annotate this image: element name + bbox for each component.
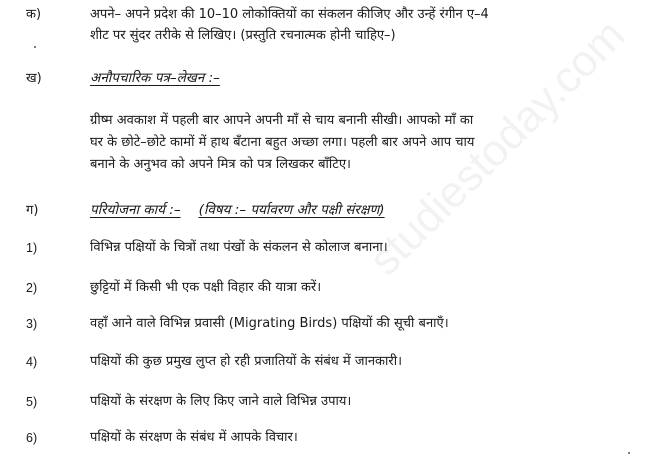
section-k-marker: क)	[26, 7, 42, 22]
section-k-line-2: शीट पर सुंदर तरीके से लिखिए। (प्रस्तुति रचनात्मक होनी चाहिए–)	[90, 28, 396, 43]
item-number: 1)	[26, 241, 38, 255]
list-item: पक्षियों की कुछ प्रमुख लुप्त हो रही प्रजातियों के संबंध में जानकारी।	[90, 354, 403, 369]
section-k-line-1: अपने– अपने प्रदेश की 10–10 लोकोक्तियों का संकलन कीजिए और उन्हें रंगीन ए–4	[90, 7, 489, 22]
speck	[628, 452, 630, 454]
section-kh-line-2: घर के छोटे–छोटे कामों में हाथ बँटाना बहुत अच्छा लगा। पहली बार अपने आप चाय	[90, 135, 475, 150]
watermark: studiestoday.com	[360, 10, 635, 285]
section-g-subtitle: (विषय :– पर्यावरण और पक्षी संरक्षण)	[198, 202, 385, 218]
section-kh-marker: ख)	[26, 71, 42, 86]
section-kh-line-3: बनाने के अनुभव को अपने मित्र को पत्र लिखकर बाँटिए।	[90, 157, 351, 172]
item-number: 6)	[26, 431, 38, 445]
section-g-heading	[90, 200, 385, 220]
section-g-title: परियोजना कार्य :–	[90, 202, 181, 218]
section-g-marker: ग)	[26, 203, 39, 218]
section-kh-heading: अनौपचारिक पत्र–लेखन :–	[90, 70, 220, 86]
item-number: 2)	[26, 281, 38, 295]
list-item: विभिन्न पक्षियों के चित्रों तथा पंखों के संकलन से कोलाज बनाना।	[90, 240, 388, 255]
list-item: वहाँ आने वाले विभिन्न प्रवासी (Migrating Birds) पक्षियों की सूची बनाएँ।	[90, 316, 449, 331]
item-number: 3)	[26, 317, 38, 331]
item-number: 4)	[26, 355, 38, 369]
speck	[34, 46, 36, 48]
section-kh-line-1: ग्रीष्म अवकाश में पहली बार आपने अपनी माँ से चाय बनानी सीखी। आपको माँ का	[90, 113, 474, 128]
list-item: पक्षियों के संरक्षण के लिए किए जाने वाले विभिन्न उपाय।	[90, 394, 352, 409]
list-item: छुट्टियों में किसी भी एक पक्षी विहार की यात्रा करें।	[90, 280, 322, 295]
section-k-text	[90, 4, 638, 46]
item-number: 5)	[26, 395, 38, 409]
section-kh-paragraph	[90, 110, 638, 176]
list-item: पक्षियों के संरक्षण के संबंध में आपके विचार।	[90, 430, 298, 445]
